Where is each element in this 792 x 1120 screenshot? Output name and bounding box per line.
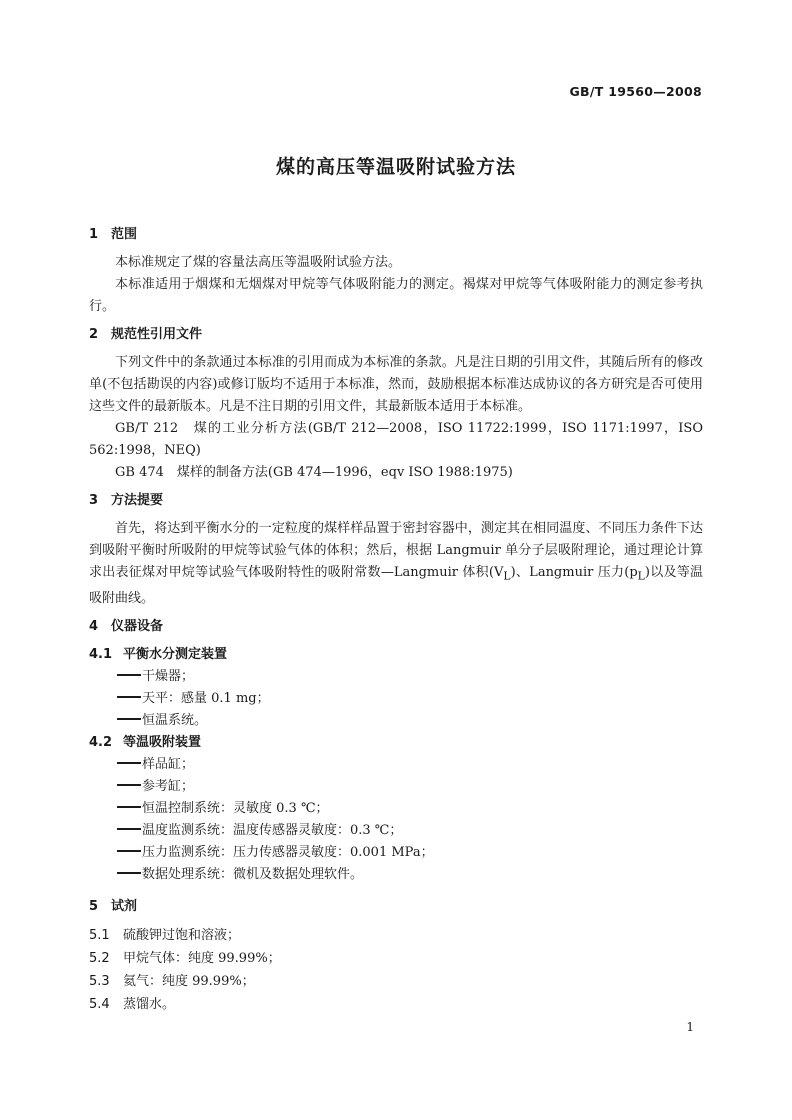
list-item: [89, 754, 703, 776]
paragraph: [89, 518, 703, 610]
list-item: [89, 842, 703, 864]
item-text: 蒸馏水。: [123, 996, 176, 1012]
section-2-heading: [89, 324, 703, 346]
dash-icon: [117, 806, 141, 808]
section-title: 仪器设备: [111, 618, 164, 634]
section-title: 试剂: [111, 898, 138, 914]
subscript: L: [503, 569, 511, 583]
section-1-heading: [89, 224, 703, 246]
list-item: [89, 864, 703, 886]
section-title: 方法提要: [111, 493, 164, 508]
list-item: [89, 666, 703, 688]
list-item-text: 天平：感量 0.1 mg；: [142, 690, 270, 706]
section-number: 5: [89, 898, 99, 914]
section-number: 1: [89, 227, 99, 242]
section-number: 4.1: [89, 646, 113, 662]
list-item-text: 数据处理系统：微机及数据处理软件。: [142, 866, 364, 882]
section-number: 4: [89, 618, 99, 634]
section-title: 规范性引用文件: [111, 327, 203, 342]
list-item-text: 温度监测系统：温度传感器灵敏度：0.3 ℃；: [142, 822, 403, 838]
list-item: [89, 776, 703, 798]
section-number: 2: [89, 327, 99, 342]
list-item-text: 样品缸；: [142, 756, 195, 772]
subsection-4-2-heading: [89, 732, 703, 754]
normative-reference: GB 474 煤样的制备方法(GB 474—1996，eqv ISO 1988:1975): [115, 465, 513, 480]
item-number: 5.1: [89, 927, 110, 943]
paragraph: 本标准规定了煤的容量法高压等温吸附试验方法。: [115, 255, 402, 270]
document-body: [89, 224, 703, 1016]
section-5-heading: [89, 896, 703, 918]
text-run: 首先，将达到平衡水分的一定粒度的煤样样品置于密封容器中，测定其在相同温度、不同压力条件下达到吸附平衡时所吸附的甲烷等试验气体的体积；然后，根据 Langmuir 单分子层吸附理论，通过理论计算求出表征煤对甲烷等试验气体吸附特性的吸附常数—Langmuir 体积(V: [89, 521, 703, 580]
text-run: )以及等温吸附曲线。: [89, 565, 703, 606]
dash-icon: [117, 718, 141, 720]
list-item-text: 恒温系统。: [142, 712, 208, 728]
normative-reference: GB/T 212 煤的工业分析方法(GB/T 212—2008，ISO 11722:1999，ISO 1171:1997，ISO 562:1998，NEQ): [89, 421, 703, 458]
list-item: [89, 688, 703, 710]
subscript: L: [637, 569, 645, 583]
item-number: 5.2: [89, 950, 110, 966]
text-run: )、Langmuir 压力(p: [510, 565, 638, 580]
section-4-heading: [89, 616, 703, 638]
reagent-item: [89, 970, 703, 993]
list-item-text: 干燥器；: [142, 668, 195, 684]
subsection-4-1-heading: [89, 644, 703, 666]
document-title: 煤的高压等温吸附试验方法: [275, 156, 516, 178]
section-number: 4.2: [89, 734, 113, 750]
section-number: 3: [89, 493, 99, 508]
section-title: 平衡水分测定装置: [123, 646, 228, 662]
list-item: [89, 798, 703, 820]
section-3-heading: [89, 490, 703, 512]
list-item: [89, 820, 703, 842]
item-text: 甲烷气体：纯度 99.99%；: [123, 950, 281, 966]
paragraph: 下列文件中的条款通过本标准的引用而成为本标准的条款。凡是注日期的引用文件，其随后所有的修改单(不包括勘误的内容)或修订版均不适用于本标准，然而，鼓励根据本标准达成协议的各方研究是否可使用这些文件的最新版本。凡是不注日期的引用文件，其最新版本适用于本标准。: [89, 355, 703, 414]
dash-icon: [117, 872, 141, 874]
paragraph: 本标准适用于烟煤和无烟煤对甲烷等气体吸附能力的测定。褐煤对甲烷等气体吸附能力的测定参考执行。: [89, 277, 703, 314]
list-item-text: 压力监测系统：压力传感器灵敏度：0.001 MPa；: [142, 844, 434, 860]
section-title: 等温吸附装置: [123, 734, 202, 750]
dash-icon: [117, 850, 141, 852]
item-number: 5.3: [89, 973, 110, 989]
standard-number: GB/T 19560—2008: [569, 84, 702, 99]
page-number: 1: [686, 1020, 694, 1034]
reagent-item: [89, 924, 703, 947]
item-text: 氦气：纯度 99.99%；: [123, 973, 255, 989]
item-text: 硫酸钾过饱和溶液；: [123, 927, 241, 943]
dash-icon: [117, 696, 141, 698]
dash-icon: [117, 674, 141, 676]
dash-icon: [117, 828, 141, 830]
dash-icon: [117, 784, 141, 786]
item-number: 5.4: [89, 996, 110, 1012]
reagent-item: [89, 993, 703, 1016]
dash-icon: [117, 762, 141, 764]
list-item-text: 恒温控制系统：灵敏度 0.3 ℃；: [142, 800, 329, 816]
list-item-text: 参考缸；: [142, 778, 195, 794]
list-item: [89, 710, 703, 732]
section-title: 范围: [111, 227, 138, 242]
reagent-item: [89, 947, 703, 970]
